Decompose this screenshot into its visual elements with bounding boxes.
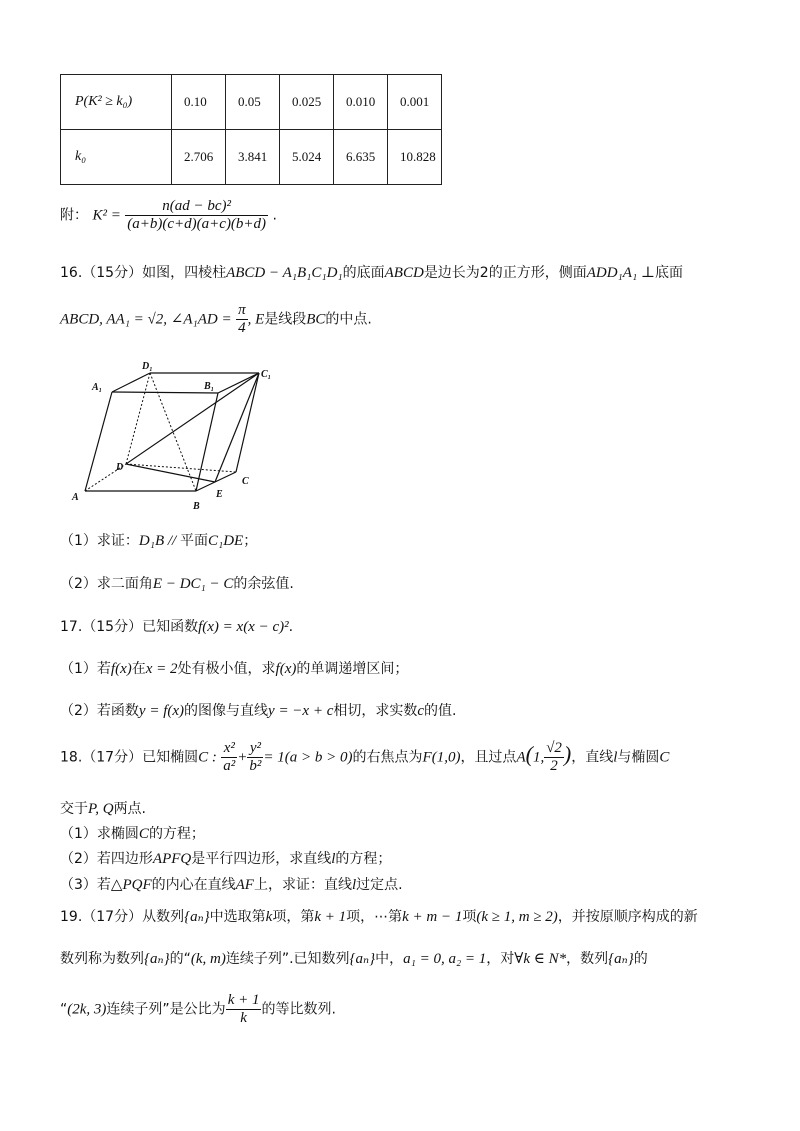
critical-value-table <box>60 74 442 185</box>
label-c1: C₁ <box>261 369 272 380</box>
q16-line1: 16.（15分）如图，四棱柱ABCD − A₁B₁C₁D₁的底面ABCD是边长为2的正方形，侧面ADD₁A₁ ⊥底面 <box>60 265 684 281</box>
table-cell: 0.010 <box>334 75 388 130</box>
q17-part1: （1）若f(x)在x = 2处有极小值，求f(x)的单调递增区间； <box>60 661 409 677</box>
q17-header: 17.（15分）已知函数f(x) = x(x − c)². <box>60 619 294 635</box>
row-label-probability: P(K² ≥ k₀) <box>61 75 172 130</box>
label-c: C <box>242 476 249 487</box>
edge-c1-b1 <box>218 373 259 393</box>
q18-part3: （3）若△PQF的内心在直线AF上，求证：直线l过定点. <box>60 877 403 893</box>
appendix-formula: 附： K² = $\frac{\text{n(ad − bc)²}}{(a+b)(c+d)(a+c)(b+d)}$ . <box>60 198 277 232</box>
label-d: D <box>116 462 124 473</box>
table-cell: 5.024 <box>280 130 334 185</box>
q19-line3: “(2k, 3)连续子列”是公比为 $\frac{k + 1}{k}$ 的等比数列. <box>60 992 336 1026</box>
q19-line2: 数列称为数列{aₙ}的“(k, m)连续子列”.已知数列{aₙ}中，a₁ = 0, a₂ = 1，对∀k ∈ N*，数列{aₙ}的 <box>60 951 648 967</box>
angle-fraction: $\frac{\pi}{4}$ <box>238 302 246 336</box>
row-label-k0: k₀ <box>61 130 172 185</box>
table-cell: 0.001 <box>388 75 442 130</box>
table-cell: 0.025 <box>280 75 334 130</box>
q18-part2: （2）若四边形APFQ是平行四边形，求直线l的方程； <box>60 851 392 867</box>
q18-part1: （1）求椭圆C的方程； <box>60 826 205 842</box>
edge-a1-b1 <box>112 392 218 393</box>
table-cell: 6.635 <box>334 130 388 185</box>
table-row <box>61 75 442 130</box>
q19-line1: 19.（17分）从数列{aₙ}中选取第k项，第k + 1项，⋯第k + m − 1项(k ≥ 1, m ≥ 2)，并按原顺序构成的新 <box>60 909 698 925</box>
table-cell: 0.05 <box>226 75 280 130</box>
q16-part1: （1）求证：D₁B // 平面C₁DE； <box>60 533 258 549</box>
q18-line1: 18.（17分）已知椭圆C : $\frac{\text{x²}}{\text{a²}}$ + $\frac{\text{y²}}{\text{b²}}$ = 1(a > b > 0)的右焦点为F(1,0)，且过点A(1, $\frac{√2}{2}$ )，直线l与椭圆C <box>60 740 670 774</box>
label-a1: A₁ <box>92 382 103 393</box>
edge-a1-a <box>85 392 112 491</box>
table-cell: 2.706 <box>172 130 226 185</box>
table-cell: 10.828 <box>388 130 442 185</box>
segment-c1-d <box>126 373 259 464</box>
label-b1: B₁ <box>204 381 215 392</box>
k2-fraction: $\frac{\text{n(ad − bc)²}}{(a+b)(c+d)(a+c)(b+d)}$ <box>127 198 267 232</box>
label-d1: D₁ <box>142 361 153 372</box>
label-b: B <box>193 501 200 512</box>
label-e: E <box>216 489 223 500</box>
q18-line2: 交于P, Q两点. <box>60 801 147 817</box>
hidden-edge-d-c <box>126 464 236 472</box>
edge-a1-d1 <box>112 373 150 392</box>
q17-part2: （2）若函数y = f(x)的图像与直线y = −x + c相切，求实数c的值. <box>60 703 457 719</box>
table-cell: 0.10 <box>172 75 226 130</box>
table-row <box>61 130 442 185</box>
prism-figure <box>68 360 278 516</box>
table-cell: 3.841 <box>226 130 280 185</box>
q16-line2: ABCD, AA₁ = √2, ∠A₁AD = $\frac{\pi}{4}$ , E是线段BC的中点. <box>60 302 372 336</box>
label-a: A <box>72 492 79 503</box>
q16-part2: （2）求二面角E − DC₁ − C的余弦值. <box>60 576 294 592</box>
edge-b1-b <box>196 393 218 491</box>
